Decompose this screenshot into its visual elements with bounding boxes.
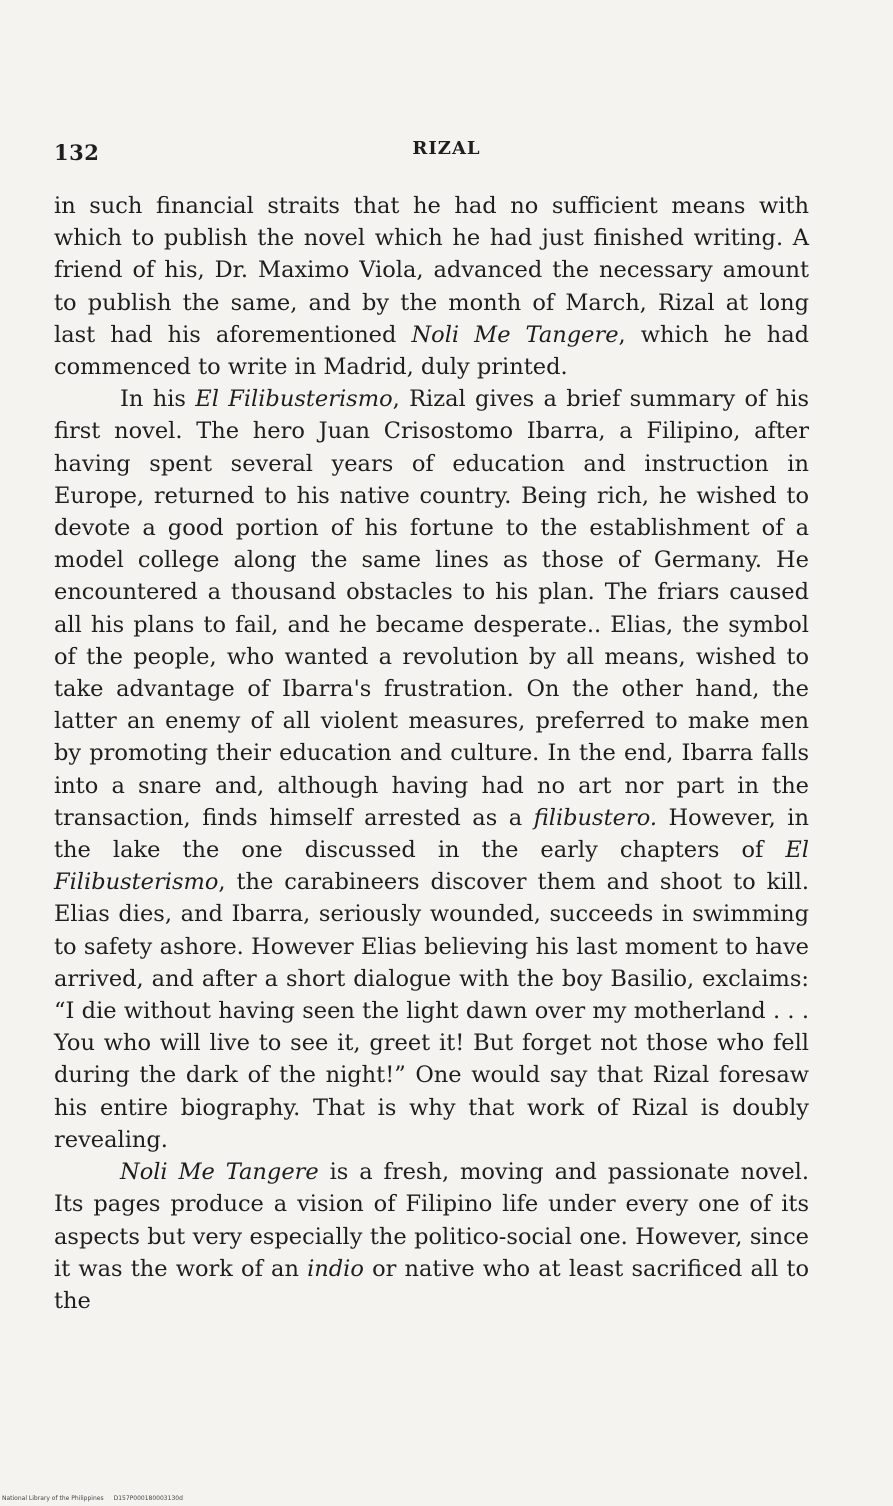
page-number: 132 [54, 140, 100, 165]
text-segment: In his [120, 386, 196, 413]
text-segment: is a fresh, moving and passionate novel. Its pages produce a vision of Filipino life under every one of its aspects but very especially the politico-social one. However, since it was the work of an [54, 1159, 809, 1282]
text-segment: , which he had commenced to write in Madrid, duly printed. [54, 321, 810, 381]
paragraph-3 [54, 1156, 809, 1317]
italic-title: El Filibusterismo [195, 386, 393, 413]
text-segment: in such financial straits that he had no sufficient means with which to publish the novel which he had just finished writing. A friend of his, Dr. Maximo Viola, advanced the necessary amount to publish the same, and by the month of March, Rizal at long last had his aforementioned [54, 193, 809, 348]
footer-identifier: D157P000180003130d [113, 1495, 183, 1502]
text-segment: , the carabineers discover them and shoot to kill. Elias dies, and Ibarra, seriously wounded, succeeds in swimming to safety ashore. However Elias believing his last moment to have arrived, and after a short dialogue with the boy Basilio, exclaims: “I die without having seen the light dawn over my motherland . . . You who will live to see it, greet it! But forget not those who fell during the dark of the night!” One would say that Rizal foresaw his entire biography. That is why that work of Rizal is doubly revealing. [54, 869, 809, 1153]
footer-library: National Library of the Philippines [2, 1495, 104, 1502]
paragraph-2 [54, 383, 809, 1156]
scan-footer [2, 1495, 183, 1502]
italic-title: Noli Me Tangere [411, 321, 619, 348]
paragraph-1 [54, 190, 809, 383]
italic-title: Noli Me Tangere [120, 1159, 319, 1186]
body-text [54, 190, 809, 1317]
text-segment: or native who at least sacrificed all to the [54, 1255, 809, 1314]
running-head: RIZAL [412, 138, 481, 159]
text-segment: , Rizal gives a brief summary of his first novel. The hero Juan Crisostomo Ibarra, a Filipino, after having spent several years of education and instruction in Europe, returned to his native country. Being rich, he wished to devote a good portion of his fortune to the establishment of a model college along the same lines as those of Germany. He encountered a thousand obstacles to his plan. The friars caused all his plans to fail, and he became desperate.. Elias, the symbol of the people, who wanted a revolution by all means, wished to take advantage of Ibarra's frustration. On the other hand, the latter an enemy of all violent measures, preferred to make men by promoting their education and culture. In the end, Ibarra falls into a snare and, although having had no art nor part in the transaction, finds himself arrested as a [54, 386, 809, 831]
italic-term: filibustero. [533, 804, 658, 831]
italic-title: El Filibusterismo [54, 837, 809, 896]
italic-term: indio [307, 1255, 364, 1282]
text-segment: However, in the lake the one discussed in the early chapters of [54, 804, 809, 864]
